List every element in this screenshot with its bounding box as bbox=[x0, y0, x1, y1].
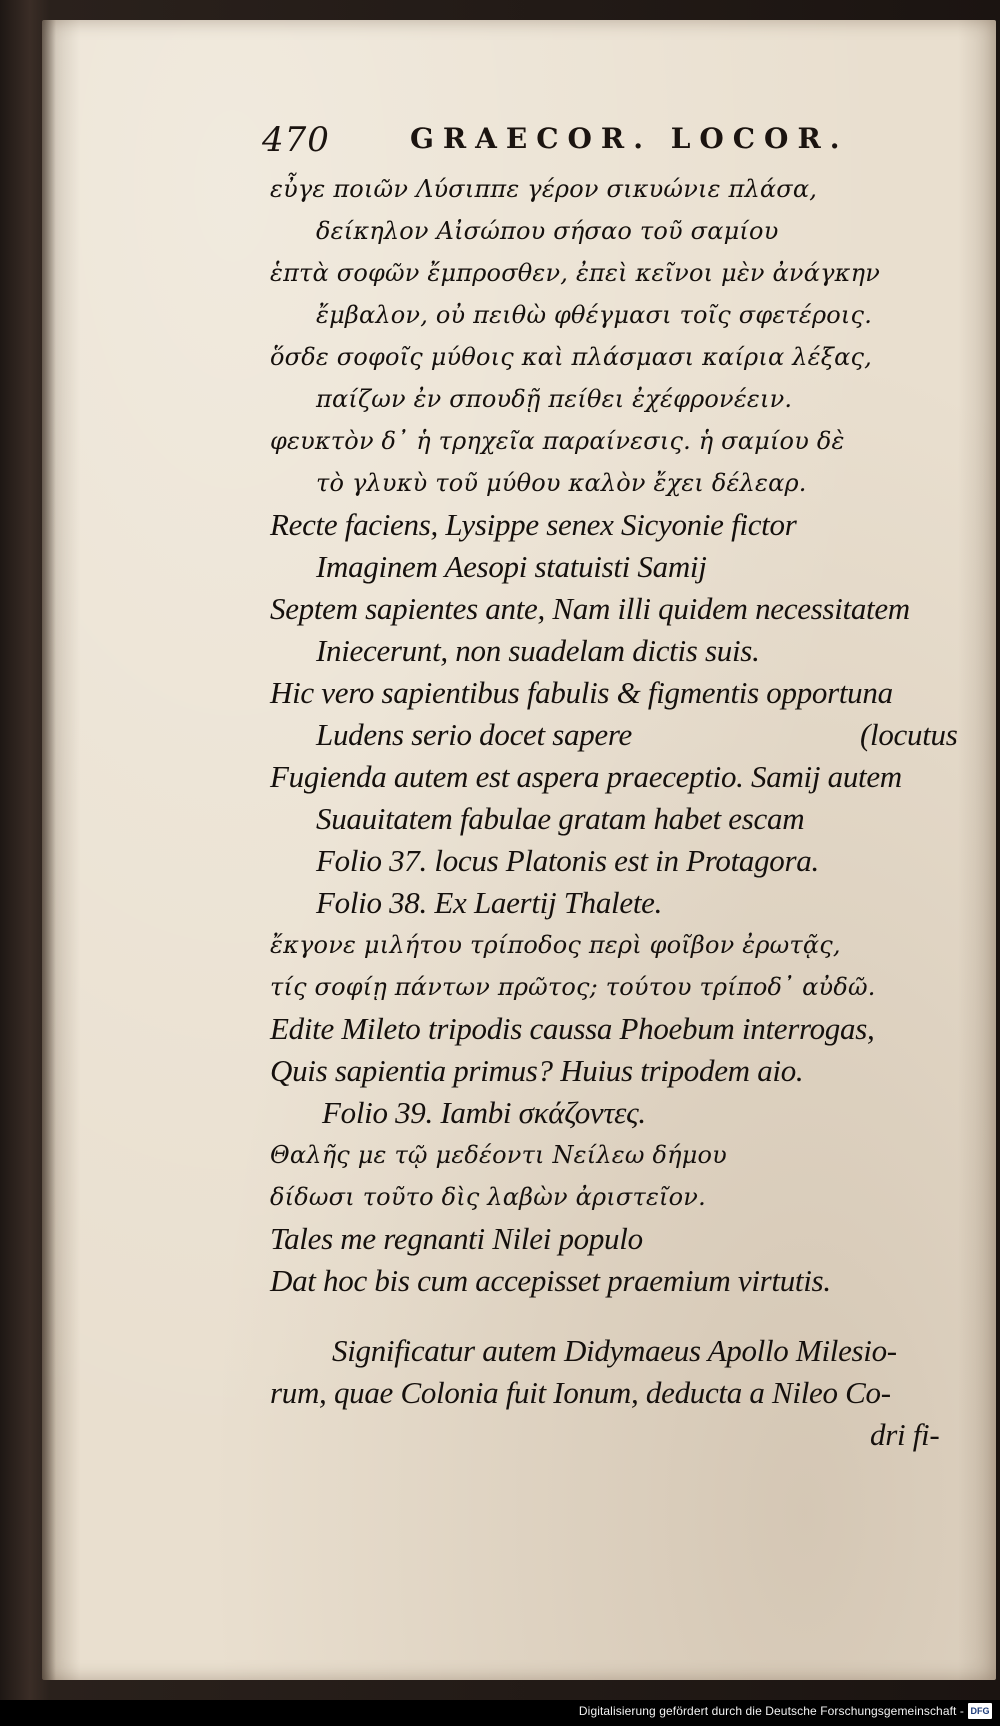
text-line: Septem sapientes ante, Nam illi quidem necessitatem bbox=[270, 591, 910, 626]
text-line: Folio 39. Iambi σκάζοντες. bbox=[322, 1095, 646, 1130]
dfg-logo: DFG bbox=[968, 1703, 992, 1719]
text-line: Suauitatem fabulae gratam habet escam bbox=[316, 801, 805, 836]
text-line: δείκηλον Αἰσώπου σήσαο τοῦ σαμίου bbox=[316, 217, 779, 245]
text-line: Imaginem Aesopi statuisti Samij bbox=[316, 549, 707, 584]
text-line-tail: (locutus bbox=[860, 717, 958, 752]
text-line: rum, quae Colonia fuit Ionum, deducta a Nileo Co- bbox=[270, 1375, 891, 1410]
text-line: Folio 37. locus Platonis est in Protagora. bbox=[316, 843, 819, 878]
text-line: Fugienda autem est aspera praeceptio. Samij autem bbox=[270, 759, 902, 794]
running-head: GRAECOR. LOCOR. bbox=[410, 122, 849, 155]
text-line: παίζων ἐν σπουδῇ πείθει ἐχέφρονέειν. bbox=[316, 385, 793, 413]
text-line: Θαλῆς με τῷ μεδέοντι Νείλεω δήμου bbox=[270, 1141, 727, 1169]
text-line: Quis sapientia primus? Huius tripodem aio. bbox=[270, 1053, 804, 1088]
text-line bbox=[270, 714, 970, 756]
footer-credit: Digitalisierung gefördert durch die Deutsche Forschungsgemeinschaft - bbox=[578, 1704, 964, 1718]
text-line: Tales me regnanti Nilei populo bbox=[270, 1221, 643, 1256]
text-line: τίς σοφίῃ πάντων πρῶτος; τούτου τρίποδ᾽ αὐδῶ. bbox=[270, 973, 876, 1001]
text-line: dri fi- bbox=[870, 1417, 940, 1452]
text-line: ἔμβαλον, οὐ πειθὼ φθέγμασι τοῖς σφετέροις. bbox=[316, 301, 873, 329]
text-line: Hic vero sapientibus fabulis & figmentis opportuna bbox=[270, 675, 893, 710]
text-line: Iniecerunt, non suadelam dictis suis. bbox=[316, 633, 760, 668]
page-spine-shadow bbox=[42, 20, 56, 1680]
paragraph-spacer bbox=[270, 1302, 970, 1330]
page-number: 470 bbox=[262, 120, 330, 160]
page-text bbox=[270, 168, 970, 1456]
text-line: Edite Mileto tripodis caussa Phoebum interrogas, bbox=[270, 1011, 875, 1046]
page-header bbox=[262, 120, 902, 164]
text-line: δίδωσι τοῦτο δὶς λαβὼν ἀριστεῖον. bbox=[270, 1183, 706, 1211]
text-line: τὸ γλυκὺ τοῦ μύθου καλὸν ἔχει δέλεαρ. bbox=[316, 469, 807, 497]
text-line: ὅσδε σοφοῖς μύθοις καὶ πλάσμασι καίρια λέξας, bbox=[270, 343, 873, 371]
text-line: εὖγε ποιῶν Λύσιππε γέρον σικυώνιε πλάσα, bbox=[270, 175, 818, 203]
text-line: Dat hoc bis cum accepisset praemium virtutis. bbox=[270, 1263, 831, 1298]
text-line: ἔκγονε μιλήτου τρίποδος περὶ φοῖβον ἐρωτᾷς, bbox=[270, 931, 841, 959]
text-line: φευκτὸν δ᾽ ἡ τρηχεῖα παραίνεσις. ἡ σαμίου δὲ bbox=[270, 427, 845, 455]
text-line: Folio 38. Ex Laertij Thalete. bbox=[316, 885, 663, 920]
text-line: ἑπτὰ σοφῶν ἔμπροσθεν, ἐπεὶ κεῖνοι μὲν ἀνάγκην bbox=[270, 259, 880, 287]
text-line: Significatur autem Didymaeus Apollo Milesio- bbox=[332, 1333, 897, 1368]
text-line-main: Ludens serio docet sapere bbox=[316, 717, 632, 752]
text-line: Recte faciens, Lysippe senex Sicyonie fictor bbox=[270, 507, 797, 542]
